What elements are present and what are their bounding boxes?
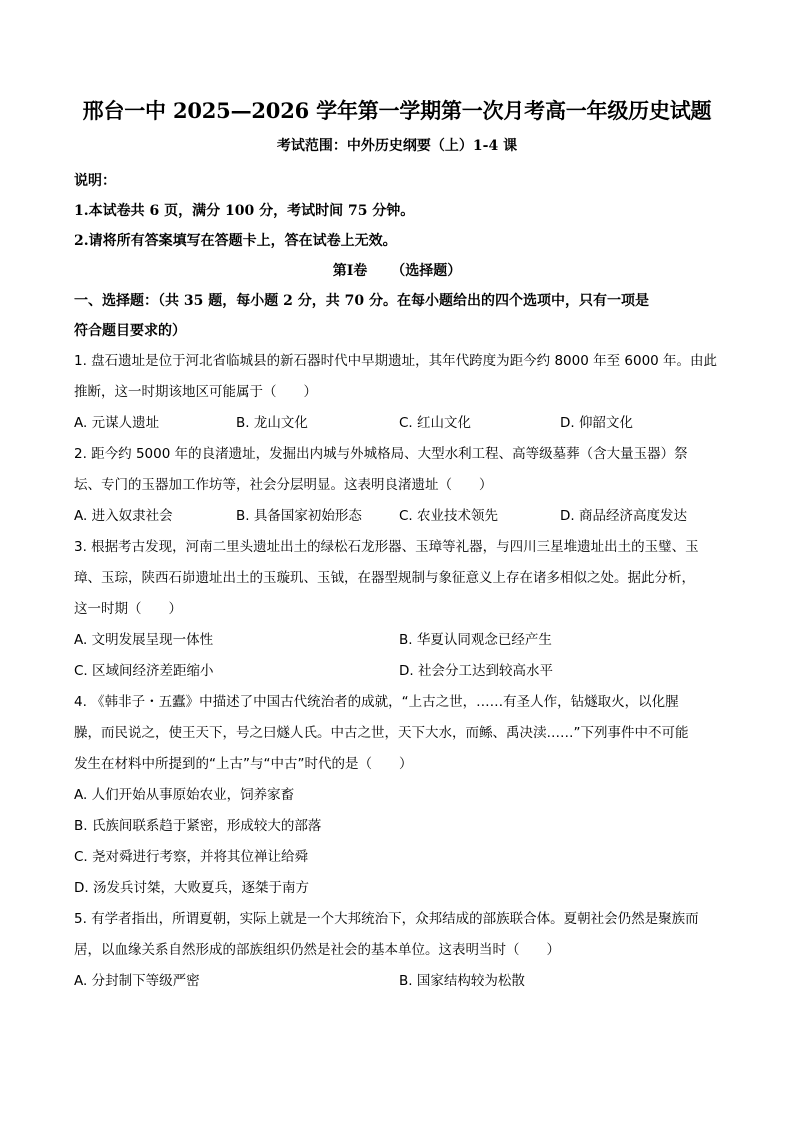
- option-a: A. 文明发展呈现一体性: [74, 632, 214, 648]
- question-line: 这一时期（ ）: [74, 601, 182, 617]
- option-c: C. 区域间经济差距缩小: [74, 663, 214, 679]
- option-b: B. 具备国家初始形态: [236, 508, 362, 524]
- section-heading-cont: 符合题目要求的）: [74, 323, 186, 339]
- question-line: 坛、专门的玉器加工作坊等，社会分层明显。这表明良渚遗址（ ）: [74, 477, 493, 493]
- option-d: D. 汤发兵讨桀，大败夏兵，逐桀于南方: [74, 880, 309, 896]
- option-b: B. 龙山文化: [236, 415, 308, 431]
- options-row: [74, 501, 720, 532]
- question-line: 3. 根据考古发现，河南二里头遗址出土的绿松石龙形器、玉璋等礼器，与四川三星堆遗址出土的玉璧、玉: [74, 539, 699, 555]
- option-b: B. 氏族间联系趋于紧密，形成较大的部落: [74, 818, 322, 834]
- instruction-item: 1.本试卷共 6 页，满分 100 分，考试时间 75 分钟。: [74, 203, 415, 219]
- question-line: 1. 盘石遗址是位于河北省临城县的新石器时代中早期遗址，其年代跨度为距今约 8000 年至 6000 年。由此: [74, 353, 718, 369]
- question-line: 推断，这一时期该地区可能属于（ ）: [74, 384, 317, 400]
- options-row: [74, 408, 720, 439]
- option-d: D. 仰韶文化: [560, 415, 633, 431]
- option-d: D. 商品经济高度发达: [560, 508, 687, 524]
- question-1: [74, 346, 720, 439]
- options-row: [74, 966, 720, 997]
- question-3: [74, 532, 720, 687]
- question-line: 臊，而民说之，使王天下，号之曰燧人氏。中古之世，天下大水，而鲧、禹决渎……”下列事件中不可能: [74, 725, 689, 741]
- question-5: [74, 904, 720, 997]
- question-line: 5. 有学者指出，所谓夏朝，实际上就是一个大邦统治下，众邦结成的部族联合体。夏朝社会仍然是聚族而: [74, 911, 699, 927]
- question-4: [74, 687, 720, 904]
- instructions-label: 说明：: [74, 173, 116, 189]
- volume-name: 第Ⅰ卷: [332, 263, 368, 279]
- section-heading: 一、选择题：（共 35 题，每小题 2 分，共 70 分。在每小题给出的四个选项中，只有一项是: [74, 293, 649, 309]
- option-d: D. 社会分工达到较高水平: [399, 663, 553, 679]
- option-a: A. 分封制下等级严密: [74, 973, 200, 989]
- option-c: C. 尧对舜进行考察，并将其位禅让给舜: [74, 849, 309, 865]
- question-line: 4. 《韩非子・五蠹》中描述了中国古代统治者的成就，“上古之世，……有圣人作，钻燧取火，以化腥: [74, 694, 679, 710]
- options-row: [74, 625, 720, 656]
- question-line: 2. 距今约 5000 年的良渚遗址，发掘出内城与外城格局、大型水利工程、高等级墓葬（含大量玉器）祭: [74, 446, 688, 462]
- option-a: A. 进入奴隶社会: [74, 508, 173, 524]
- question-line: 璋、玉琮，陕西石峁遗址出土的玉璇玑、玉钺，在器型规制与象征意义上存在诸多相似之处。据此分析，: [74, 570, 695, 586]
- exam-title: 邢台一中 2025—2026 学年第一学期第一次月考高一年级历史试题: [82, 98, 712, 123]
- option-c: C. 农业技术领先: [399, 508, 499, 524]
- option-a: A. 人们开始从事原始农业，饲养家畜: [74, 787, 295, 803]
- option-c: C. 红山文化: [399, 415, 472, 431]
- options-row: [74, 656, 720, 687]
- question-line: 居，以血缘关系自然形成的部族组织仍然是社会的基本单位。这表明当时（ ）: [74, 942, 560, 958]
- volume-heading: [74, 256, 720, 286]
- option-b: B. 国家结构较为松散: [399, 973, 525, 989]
- question-line: 发生在材料中所提到的“上古”与“中古”时代的是（ ）: [74, 756, 413, 772]
- option-b: B. 华夏认同观念已经产生: [399, 632, 552, 648]
- option-a: A. 元谋人遗址: [74, 415, 160, 431]
- instruction-item: 2.请将所有答案填写在答题卡上，答在试卷上无效。: [74, 233, 397, 249]
- question-2: [74, 439, 720, 532]
- exam-scope: 考试范围：中外历史纲要（上）1-4 课: [276, 138, 518, 154]
- volume-type: （选择题）: [391, 263, 462, 279]
